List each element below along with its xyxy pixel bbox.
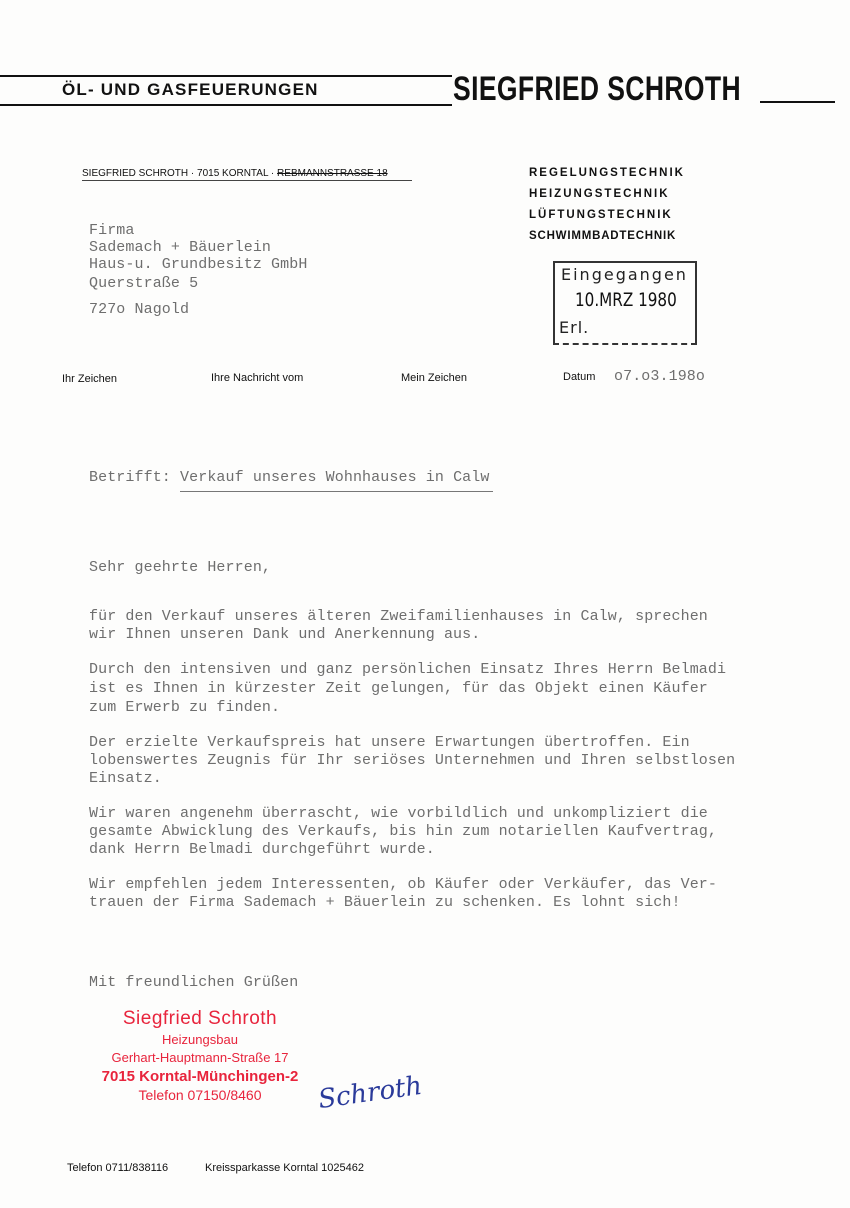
subject-line xyxy=(89,469,493,486)
body-line: Wir empfehlen jedem Interessenten, ob Käufer oder Verkäufer, das Ver- xyxy=(89,876,718,893)
letterhead-company: SIEGFRIED SCHROTH xyxy=(453,70,742,108)
letter-date: o7.o3.198o xyxy=(614,368,706,385)
body-line: Durch den intensiven und ganz persönlichen Einsatz Ihres Herrn Belmadi xyxy=(89,661,727,678)
body-line: gesamte Abwicklung des Verkaufs, bis hin zum notariellen Kaufvertrag, xyxy=(89,823,718,840)
stamp-label: Eingegangen xyxy=(561,265,688,284)
subject-label: Betrifft: xyxy=(89,469,171,486)
datum-label: Datum xyxy=(563,371,596,383)
stamp-trade: Heizungsbau xyxy=(162,1032,238,1047)
ihre-nachricht-label: Ihre Nachricht vom xyxy=(211,372,304,384)
body-line: für den Verkauf unseres älteren Zweifamilienhauses in Calw, sprechen xyxy=(89,608,708,625)
company-stamp xyxy=(80,1008,320,1103)
body-line: ist es Ihnen in kürzester Zeit gelungen, für das Objekt einen Käufer xyxy=(89,680,708,697)
stamp-erl: Erl. xyxy=(559,318,590,337)
body-line: wir Ihnen unseren Dank und Anerkennung aus. xyxy=(89,626,481,643)
letterhead-rule-top xyxy=(0,75,452,77)
recipient-line: Haus-u. Grundbesitz GmbH xyxy=(89,256,308,273)
stamp-company-name: Siegfried Schroth xyxy=(122,1008,278,1029)
return-address-street: REBMANNSTRASSE 18 xyxy=(277,168,388,179)
body-line: Einsatz. xyxy=(89,770,162,787)
return-address-name: SIEGFRIED SCHROTH · 7015 KORNTAL · xyxy=(82,168,278,179)
footer-bank: Kreissparkasse Korntal 1025462 xyxy=(205,1162,364,1174)
service-item: HEIZUNGSTECHNIK xyxy=(529,188,670,200)
body-line: zum Erwerb zu finden. xyxy=(89,699,281,716)
body-line: trauen der Firma Sademach + Bäuerlein zu schenken. Es lohnt sich! xyxy=(89,894,681,911)
stamp-street: Gerhart-Hauptmann-Straße 17 xyxy=(111,1050,289,1065)
salutation: Sehr geehrte Herren, xyxy=(89,559,272,576)
recipient-line: Firma xyxy=(89,222,135,239)
recipient-line: Sademach + Bäuerlein xyxy=(89,239,272,256)
mein-zeichen-label: Mein Zeichen xyxy=(401,372,468,384)
ihr-zeichen-label: Ihr Zeichen xyxy=(62,373,118,385)
signature: Schroth xyxy=(316,1070,424,1116)
subject-text: Verkauf unseres Wohnhauses in Calw xyxy=(180,469,493,492)
recipient-line: Querstraße 5 xyxy=(89,275,199,292)
letterhead-rule-right xyxy=(760,101,835,103)
recipient-line: 727o Nagold xyxy=(89,301,190,318)
body-line: dank Herrn Belmadi durchgeführt wurde. xyxy=(89,841,435,858)
body-line: Wir waren angenehm überrascht, wie vorbildlich und unkompliziert die xyxy=(89,805,708,822)
stamp-date: 10.MRZ 1980 xyxy=(575,289,677,311)
letterhead-tagline: ÖL- UND GASFEUERUNGEN xyxy=(62,80,319,99)
body-line: lobenswertes Zeugnis für Ihr seriöses Unternehmen und Ihren selbstlosen xyxy=(89,752,736,769)
letterhead-rule-bottom xyxy=(0,104,452,106)
stamp-city: 7015 Korntal-Münchingen-2 xyxy=(101,1068,299,1085)
closing: Mit freundlichen Grüßen xyxy=(89,974,299,991)
return-address xyxy=(82,168,412,181)
stamp-phone: Telefon 07150/8460 xyxy=(138,1087,262,1103)
service-item: SCHWIMMBADTECHNIK xyxy=(529,230,677,242)
footer-phone: Telefon 0711/838116 xyxy=(67,1162,169,1174)
received-stamp xyxy=(553,261,697,345)
body-line: Der erzielte Verkaufspreis hat unsere Erwartungen übertroffen. Ein xyxy=(89,734,690,751)
service-item: LÜFTUNGSTECHNIK xyxy=(529,209,673,221)
service-item: REGELUNGSTECHNIK xyxy=(529,167,685,179)
